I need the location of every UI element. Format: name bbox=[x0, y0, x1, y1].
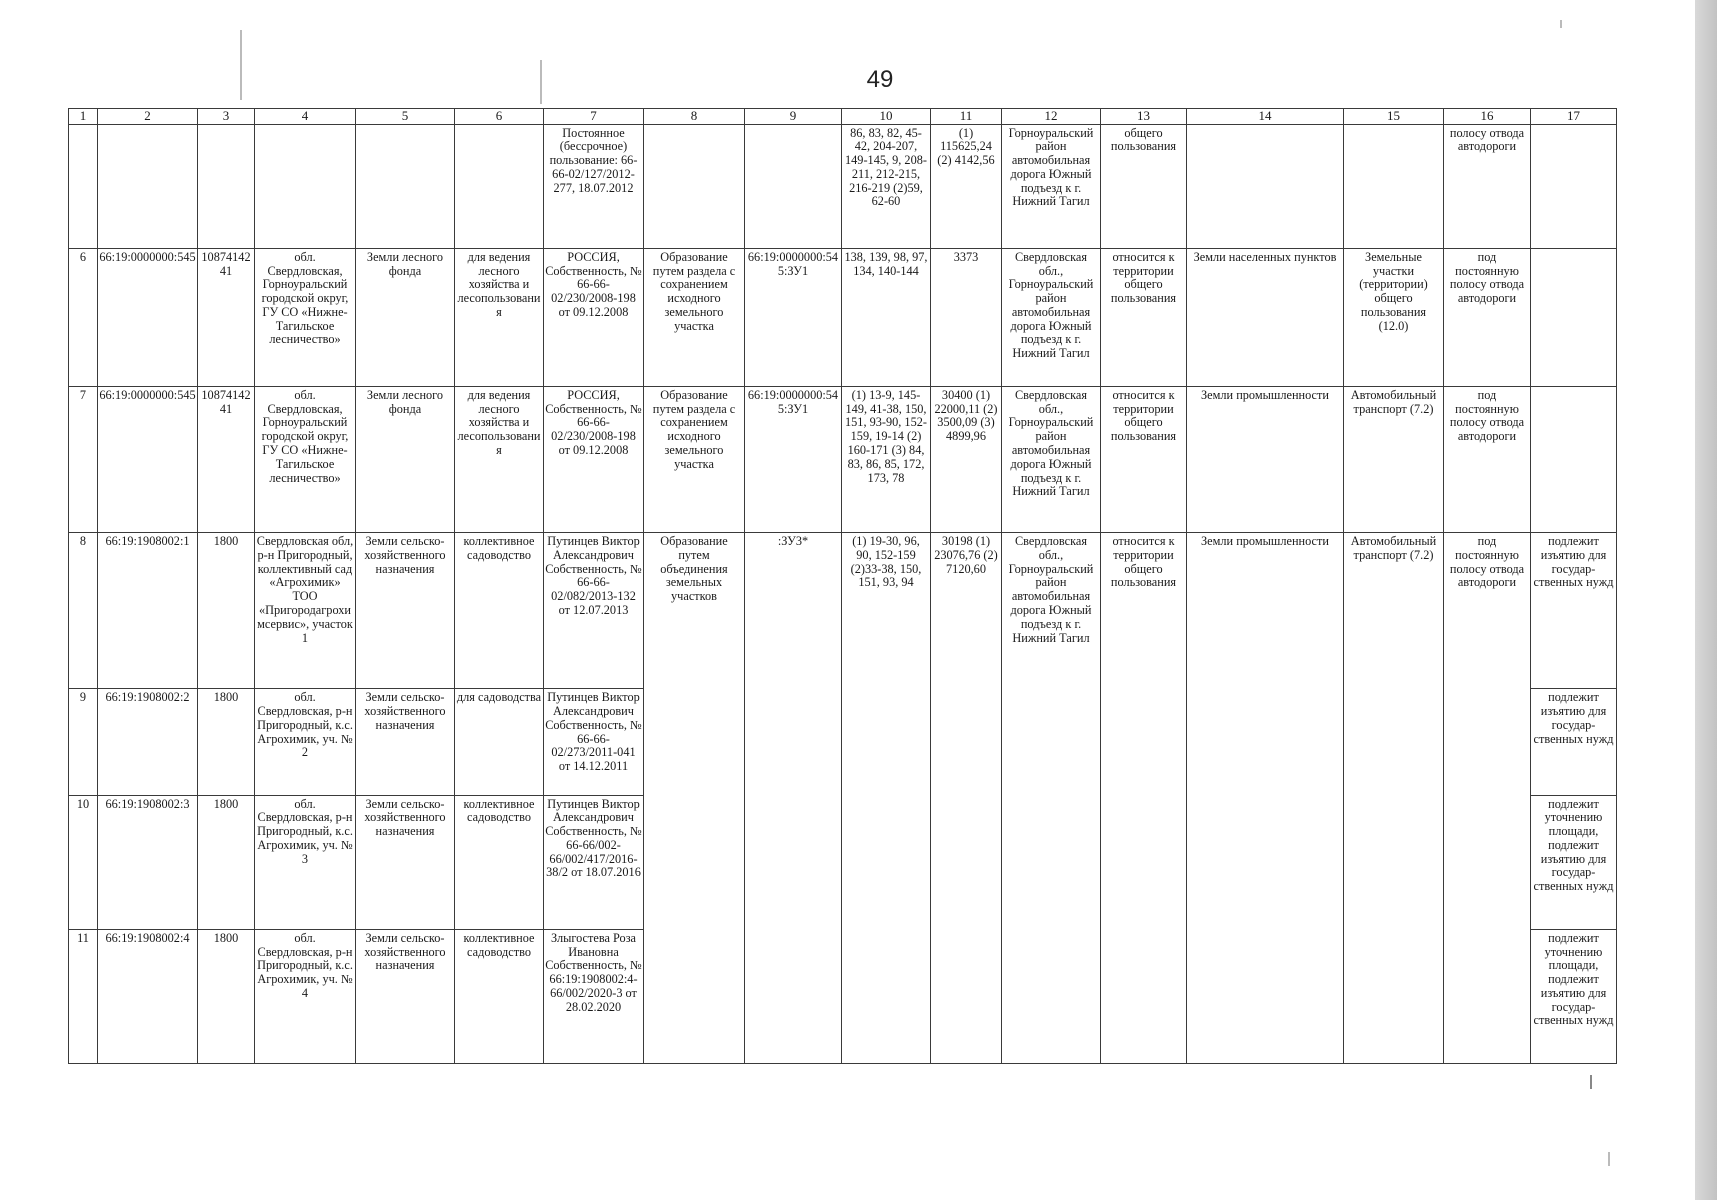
col-num-3: 3 bbox=[198, 109, 255, 125]
cell-area: 1087414241 bbox=[198, 248, 255, 386]
cell-land-category: Земли сельско-хозяйственного назначения bbox=[356, 929, 455, 1063]
cell-note bbox=[1531, 386, 1617, 532]
cell-index: 8 bbox=[69, 533, 98, 689]
col-num-8: 8 bbox=[644, 109, 745, 125]
cell-permitted-use: для садоводства bbox=[455, 689, 544, 795]
cell-location: Свердловская обл., Горноуральский район автомобильная дорога Южный подъезд к г. Нижний Тагил bbox=[1002, 248, 1101, 386]
cell-points: (1) 19-30, 96, 90, 152-159 (2)33-38, 150, 151, 93, 94 bbox=[842, 533, 931, 1064]
cell-purpose: под постоянную полосу отвода автодороги bbox=[1444, 533, 1531, 1064]
cell-cadastral-number: 66:19:1908002:1 bbox=[98, 533, 198, 689]
cell-area: 1800 bbox=[198, 689, 255, 795]
cell-new-plot: :ЗУ3* bbox=[745, 533, 842, 1064]
col-num-1: 1 bbox=[69, 109, 98, 125]
col-num-2: 2 bbox=[98, 109, 198, 125]
cell-land-category: Земли сельско-хозяйственного назначения bbox=[356, 795, 455, 929]
cell-index: 11 bbox=[69, 929, 98, 1063]
cell-note: подлежит изъятию для государ-ственных нужд bbox=[1531, 689, 1617, 795]
cell-area: 1800 bbox=[198, 533, 255, 689]
cell-area: 1800 bbox=[198, 929, 255, 1063]
cell-note bbox=[1531, 248, 1617, 386]
col-num-9: 9 bbox=[745, 109, 842, 125]
cell-rights: РОССИЯ, Собственность, № 66-66-02/230/2008-198 от 09.12.2008 bbox=[544, 248, 644, 386]
cell-land-category: Земли сельско-хозяйственного назначения bbox=[356, 533, 455, 689]
cell-new-use: Автомобильный транспорт (7.2) bbox=[1344, 386, 1444, 532]
table-row bbox=[69, 124, 1617, 248]
cell-points: 138, 139, 98, 97, 134, 140-144 bbox=[842, 248, 931, 386]
cell-address: обл. Свердловская, Горноуральский городской округ, ГУ СО «Нижне-Тагильское лесничество» bbox=[255, 248, 356, 386]
cell-new-area: 3373 bbox=[931, 248, 1002, 386]
cell-permitted-use: коллективное садоводство bbox=[455, 533, 544, 689]
cell-permitted-use: для ведения лесного хозяйства и лесопользования bbox=[455, 386, 544, 532]
cell-purpose: полосу отвода автодороги bbox=[1444, 124, 1531, 248]
col-num-6: 6 bbox=[455, 109, 544, 125]
table-row bbox=[69, 533, 1617, 689]
cell-rights: РОССИЯ, Собственность, № 66-66-02/230/2008-198 от 09.12.2008 bbox=[544, 386, 644, 532]
cell-new-category: Земли промышленности bbox=[1187, 386, 1344, 532]
cell-location: Горноуральский район автомобильная дорога Южный подъезд к г. Нижний Тагил bbox=[1002, 124, 1101, 248]
cell-cadastral-number: 66:19:1908002:3 bbox=[98, 795, 198, 929]
cell-note: подлежит изъятию для государ-ственных нужд bbox=[1531, 533, 1617, 689]
cell-territory: относится к территории общего пользования bbox=[1101, 248, 1187, 386]
cell-index bbox=[69, 124, 98, 248]
cell-area: 1800 bbox=[198, 795, 255, 929]
cell-permitted-use bbox=[455, 124, 544, 248]
cell-new-plot: 66:19:0000000:545:ЗУ1 bbox=[745, 386, 842, 532]
cell-area bbox=[198, 124, 255, 248]
cell-address: обл. Свердловская, р-н Пригородный, к.с. Агрохимик, уч. № 2 bbox=[255, 689, 356, 795]
page-number: 49 bbox=[866, 66, 894, 93]
cell-new-area: 30198 (1) 23076,76 (2) 7120,60 bbox=[931, 533, 1002, 1064]
cell-new-category: Земли населенных пунктов bbox=[1187, 248, 1344, 386]
cell-note: подлежит уточнению площади, подлежит изъятию для государ-ственных нужд bbox=[1531, 929, 1617, 1063]
cell-new-plot bbox=[745, 124, 842, 248]
cell-address bbox=[255, 124, 356, 248]
cell-note bbox=[1531, 124, 1617, 248]
cell-land-category: Земли лесного фонда bbox=[356, 386, 455, 532]
cell-new-category bbox=[1187, 124, 1344, 248]
cell-territory: общего пользования bbox=[1101, 124, 1187, 248]
cell-points: (1) 13-9, 145-149, 41-38, 150, 151, 93-90, 152-159, 19-14 (2) 160-171 (3) 84, 83, 86, 85, 172, 173, 78 bbox=[842, 386, 931, 532]
cell-location: Свердловская обл., Горноуральский район автомобильная дорога Южный подъезд к г. Нижний Тагил bbox=[1002, 533, 1101, 1064]
cell-address: обл. Свердловская, р-н Пригородный, к.с. Агрохимик, уч. № 3 bbox=[255, 795, 356, 929]
col-num-15: 15 bbox=[1344, 109, 1444, 125]
cell-points: 86, 83, 82, 45-42, 204-207, 149-145, 9, 208-211, 212-215, 216-219 (2)59, 62-60 bbox=[842, 124, 931, 248]
cell-new-use bbox=[1344, 124, 1444, 248]
col-num-7: 7 bbox=[544, 109, 644, 125]
cell-permitted-use: коллективное садоводство bbox=[455, 795, 544, 929]
cell-address: Свердловская обл, р-н Пригородный, коллективный сад «Агрохимик» ТОО «Пригородагрохимсервис», участок 1 bbox=[255, 533, 356, 689]
cell-purpose: под постоянную полосу отвода автодороги bbox=[1444, 386, 1531, 532]
cell-cadastral-number: 66:19:1908002:4 bbox=[98, 929, 198, 1063]
scan-edge-shadow bbox=[1695, 0, 1717, 1200]
cell-permitted-use: коллективное садоводство bbox=[455, 929, 544, 1063]
cell-new-area: 30400 (1) 22000,11 (2) 3500,09 (3) 4899,96 bbox=[931, 386, 1002, 532]
cell-rights: Постоянное (бессрочное) пользование: 66-66-02/127/2012-277, 18.07.2012 bbox=[544, 124, 644, 248]
table-row bbox=[69, 386, 1617, 532]
cell-new-category: Земли промышленности bbox=[1187, 533, 1344, 1064]
cell-note: подлежит уточнению площади, подлежит изъятию для государ-ственных нужд bbox=[1531, 795, 1617, 929]
cell-rights: Злыгостева Роза Ивановна Собственность, № 66:19:1908002:4-66/002/2020-3 от 28.02.2020 bbox=[544, 929, 644, 1063]
cell-land-category bbox=[356, 124, 455, 248]
col-num-16: 16 bbox=[1444, 109, 1531, 125]
col-num-17: 17 bbox=[1531, 109, 1617, 125]
col-num-5: 5 bbox=[356, 109, 455, 125]
cell-land-category: Земли сельско-хозяйственного назначения bbox=[356, 689, 455, 795]
cell-formation-method: Образование путем раздела с сохранением исходного земельного участка bbox=[644, 386, 745, 532]
cell-cadastral-number: 66:19:0000000:545 bbox=[98, 386, 198, 532]
cell-cadastral-number: 66:19:1908002:2 bbox=[98, 689, 198, 795]
cell-location: Свердловская обл., Горноуральский район автомобильная дорога Южный подъезд к г. Нижний Тагил bbox=[1002, 386, 1101, 532]
land-plot-table bbox=[68, 108, 1617, 1064]
cell-index: 6 bbox=[69, 248, 98, 386]
cell-area: 1087414241 bbox=[198, 386, 255, 532]
col-num-14: 14 bbox=[1187, 109, 1344, 125]
cell-rights: Путинцев Виктор Александрович Собственность, № 66-66-02/273/2011-041 от 14.12.2011 bbox=[544, 689, 644, 795]
cell-purpose: под постоянную полосу отвода автодороги bbox=[1444, 248, 1531, 386]
cell-permitted-use: для ведения лесного хозяйства и лесопользования bbox=[455, 248, 544, 386]
cell-index: 10 bbox=[69, 795, 98, 929]
cell-index: 9 bbox=[69, 689, 98, 795]
cell-cadastral-number: 66:19:0000000:545 bbox=[98, 248, 198, 386]
cell-territory: относится к территории общего пользования bbox=[1101, 386, 1187, 532]
table-row bbox=[69, 248, 1617, 386]
column-number-row bbox=[69, 109, 1617, 125]
cell-address: обл. Свердловская, р-н Пригородный, к.с. Агрохимик, уч. № 4 bbox=[255, 929, 356, 1063]
cell-new-use: Земельные участки (территории) общего пользования (12.0) bbox=[1344, 248, 1444, 386]
cell-formation-method bbox=[644, 124, 745, 248]
cell-new-area: (1) 115625,24 (2) 4142,56 bbox=[931, 124, 1002, 248]
cell-formation-method: Образование путем объединения земельных участков bbox=[644, 533, 745, 1064]
cell-address: обл. Свердловская, Горноуральский городской округ, ГУ СО «Нижне-Тагильское лесничество» bbox=[255, 386, 356, 532]
col-num-13: 13 bbox=[1101, 109, 1187, 125]
cell-index: 7 bbox=[69, 386, 98, 532]
cell-formation-method: Образование путем раздела с сохранением исходного земельного участка bbox=[644, 248, 745, 386]
cell-new-use: Автомобильный транспорт (7.2) bbox=[1344, 533, 1444, 1064]
cell-rights: Путинцев Виктор Александрович Собственность, № 66-66-02/082/2013-132 от 12.07.2013 bbox=[544, 533, 644, 689]
cell-cadastral-number bbox=[98, 124, 198, 248]
cell-new-plot: 66:19:0000000:545:ЗУ1 bbox=[745, 248, 842, 386]
cell-territory: относится к территории общего пользования bbox=[1101, 533, 1187, 1064]
col-num-10: 10 bbox=[842, 109, 931, 125]
col-num-4: 4 bbox=[255, 109, 356, 125]
cell-land-category: Земли лесного фонда bbox=[356, 248, 455, 386]
col-num-12: 12 bbox=[1002, 109, 1101, 125]
col-num-11: 11 bbox=[931, 109, 1002, 125]
cell-rights: Путинцев Виктор Александрович Собственность, № 66-66/002-66/002/417/2016-38/2 от 18.07.2016 bbox=[544, 795, 644, 929]
